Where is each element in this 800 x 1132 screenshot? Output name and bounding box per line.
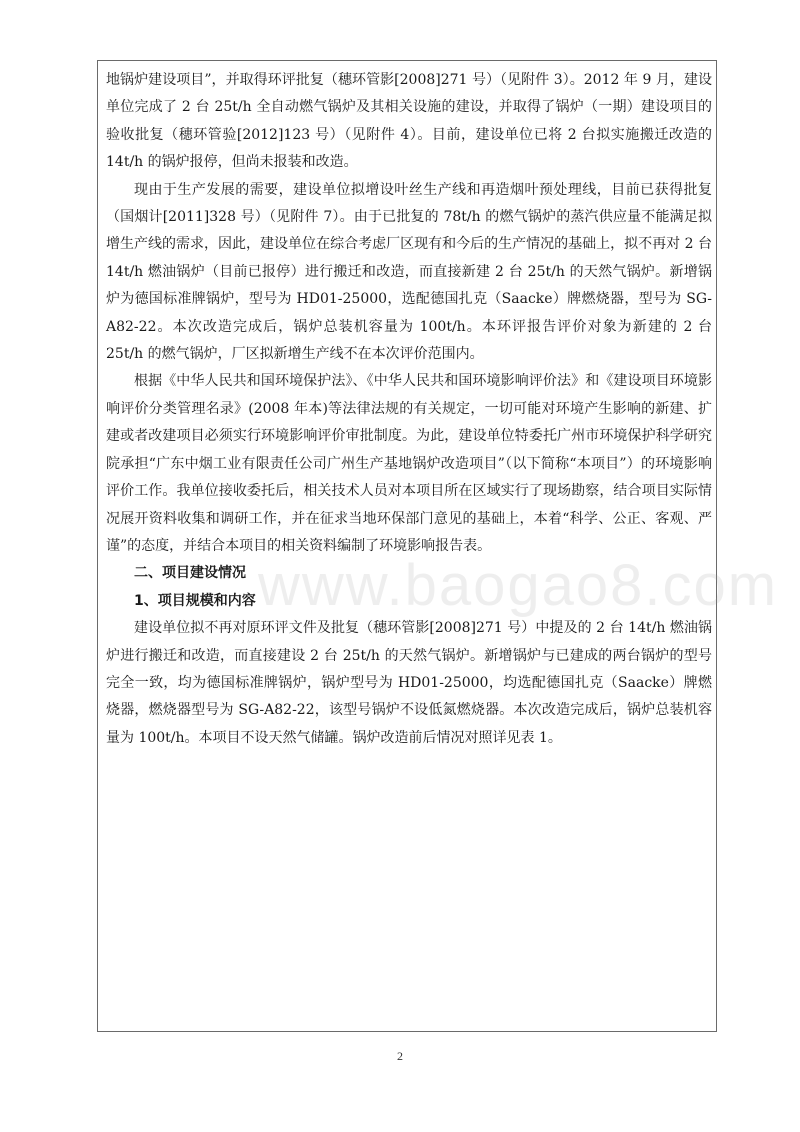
subsection-heading: 1、项目规模和内容 <box>134 592 256 609</box>
watermark: www.baogao8.com <box>258 553 779 618</box>
document-body <box>106 67 712 752</box>
paragraph-1: 地锅炉建设项目”，并取得环评批复（穗环管影[2008]271 号）（见附件 3）。2012 年 9 月，建设单位完成了 2 台 25t/h 全自动燃气锅炉及其相关设施的建设，并取得了锅炉（一期）建设项目的验收批复（穗环管验[2012]123 号）（见附件 4）。目前，建设单位已将 2 台拟实施搬迁改造的 14t/h 的锅炉报停，但尚未报装和改造。 <box>106 72 712 171</box>
section-heading: 二、项目建设情况 <box>134 565 246 582</box>
paragraph-3: 根据《中华人民共和国环境保护法》、《中华人民共和国环境影响评价法》和《建设项目环境影响评价分类管理名录》(2008 年本)等法律法规的有关规定，一切可能对环境产生影响的新建、扩建或者改建项目必须实行环境影响评价审批制度。为此，建设单位特委托广州市环境保护科学研究院承担“广东中烟工业有限责任公司广州生产基地锅炉改造项目”（以下简称“本项目”）的环境影响评价工作。我单位接收委托后，相关技术人员对本项目所在区域实行了现场勘察，结合项目实际情况展开资料收集和调研工作，并在征求当地环保部门意见的基础上，本着“科学、公正、客观、严谨”的态度，并结合本项目的相关资料编制了环境影响报告表。 <box>106 373 712 554</box>
paragraph-4: 建设单位拟不再对原环评文件及批复（穗环管影[2008]271 号）中提及的 2 台 14t/h 燃油锅炉进行搬迁和改造，而直接建设 2 台 25t/h 的天然气锅炉。新增锅炉与已建成的两台锅炉的型号完全一致，均为德国标准牌锅炉，锅炉型号为 HD01-25000，均选配德国扎克（Saacke）牌燃烧器，燃烧器型号为 SG-A82-22，该型号锅炉不设低氮燃烧器。本次改造完成后，锅炉总装机容量为 100t/h。本项目不设天然气储罐。锅炉改造前后情况对照详见表 1。 <box>106 620 712 746</box>
paragraph-2: 现由于生产发展的需要，建设单位拟增设叶丝生产线和再造烟叶预处理线，目前已获得批复（国烟计[2011]328 号）（见附件 7）。由于已批复的 78t/h 的燃气锅炉的蒸汽供应量不能满足拟增生产线的需求，因此，建设单位在综合考虑厂区现有和今后的生产情况的基础上，拟不再对 2 台 14t/h 燃油锅炉（目前已报停）进行搬迁和改造，而直接新建 2 台 25t/h 的天然气锅炉。新增锅炉为德国标准牌锅炉，型号为 HD01-25000，选配德国扎克（Saacke）牌燃烧器，型号为 SG-A82-22。本次改造完成后，锅炉总装机容量为 100t/h。本环评报告评价对象为新建的 2 台 25t/h 的燃气锅炉，厂区拟新增生产线不在本次评价范围内。 <box>106 181 712 363</box>
page-number: 2 <box>397 1049 403 1063</box>
